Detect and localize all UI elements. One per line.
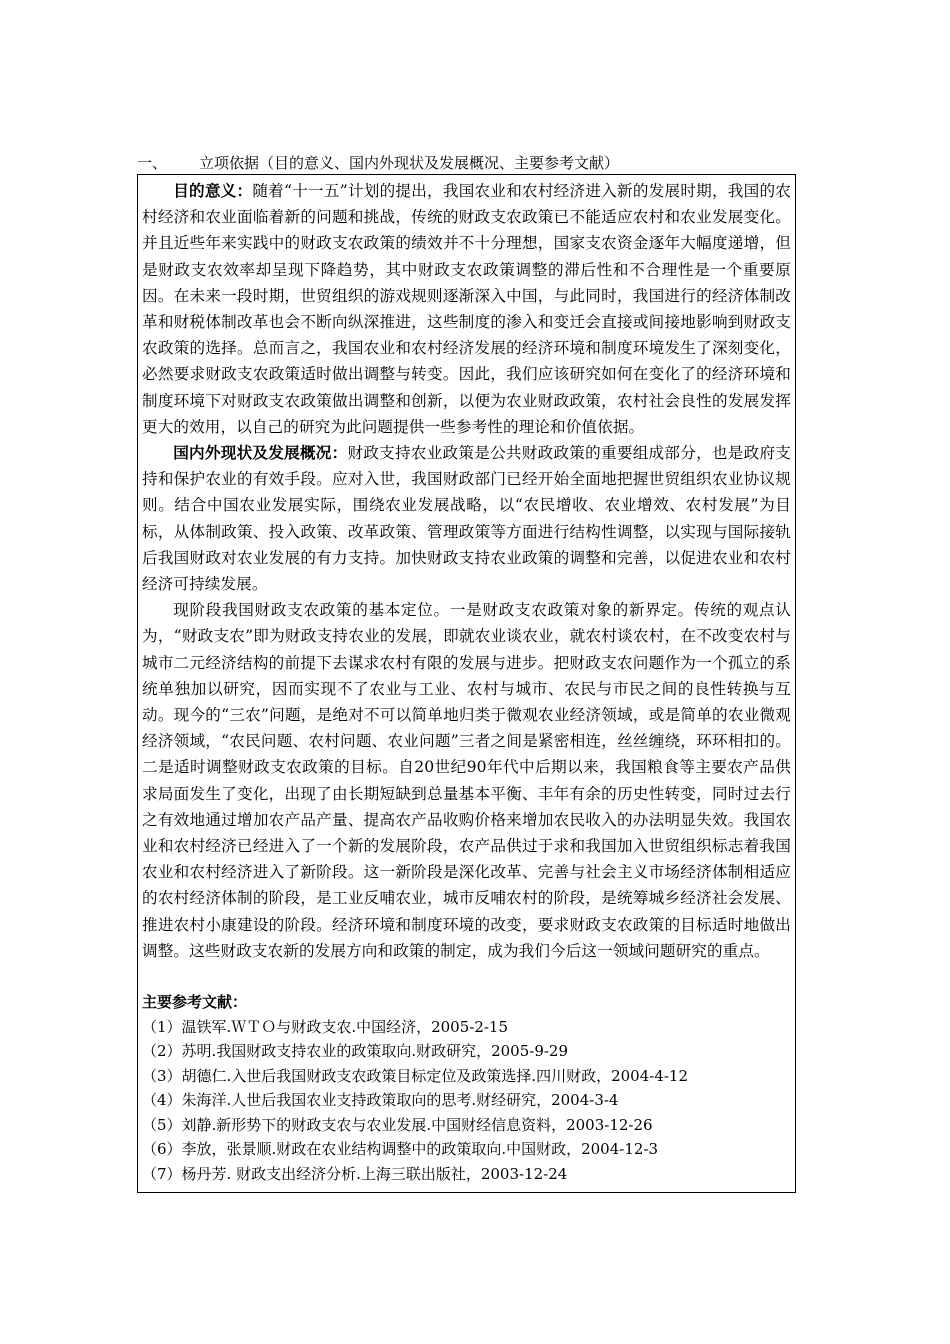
section-title: 立项依据（目的意义、国内外现状及发展概况、主要参考文献） bbox=[199, 154, 620, 172]
reference-item: （4）朱海洋.人世后我国农业支持政策取向的思考.财经研究，2004-3-4 bbox=[142, 1091, 619, 1110]
reference-item: （3）胡德仁.入世后我国财政支农政策目标定位及政策选择.四川财政，2004-4-12 bbox=[142, 1066, 689, 1085]
reference-item: （5）刘静.新形势下的财政支农与农业发展.中国财经信息资料，2003-12-26 bbox=[142, 1115, 653, 1134]
reference-item: （7）杨丹芳. 财政支出经济分析.上海三联出版社，2003-12-24 bbox=[142, 1164, 568, 1183]
purpose-paragraph bbox=[142, 178, 791, 440]
spacer bbox=[142, 964, 791, 990]
status-label: 国内外现状及发展概况： bbox=[173, 444, 348, 463]
current-stage-paragraph: 现阶段我国财政支农政策的基本定位。一是财政支农政策对象的新界定。传统的观点认为，“财政支农”即为财政支持农业的发展，即就农业谈农业，就农村谈农村，在不改变农村与城市二元经济结构的前提下去谋求农村有限的发展与进步。把财政支农问题作为一个孤立的系统单独加以研究，因而实现不了农业与工业、农村与城市、农民与市民之间的良性转换与互动。现今的“三农”问题，是绝对不可以简单地归类于微观农业经济领域，或是简单的农业微观经济领域，“农民问题、农村问题、农业问题”三者之间是紧密相连，丝丝缠绕，环环相扣的。二是适时调整财政支农政策的目标。自20世纪90年代中后期以来，我国粮食等主要农产品供求局面发生了变化，出现了由长期短缺到总量基本平衡、丰年有余的历史性转变，同时过去行之有效地通过增加农产品产量、提高农产品收购价格来增加农民收入的办法明显失效。我国农业和农村经济已经进入了一个新的发展阶段，农产品供过于求和我国加入世贸组织标志着我国农业和农村经济进入了新阶段。这一新阶段是深化改革、完善与社会主义市场经济体制相适应的农村经济体制的阶段，是工业反哺农业，城市反哺农村的阶段，是统筹城乡经济社会发展、推进农村小康建设的阶段。经济环境和制度环境的改变，要求财政支农政策的目标适时地做出调整。这些财政支农新的发展方向和政策的制定，成为我们今后这一领域问题研究的重点。 bbox=[142, 601, 791, 960]
status-paragraph bbox=[142, 440, 791, 597]
section-number: 一、 bbox=[137, 154, 168, 172]
purpose-label: 目的意义： bbox=[173, 182, 253, 200]
reference-item: （2）苏明.我国财政支持农业的政策取向.财政研究，2005-9-29 bbox=[142, 1042, 569, 1061]
content-box bbox=[137, 174, 796, 1193]
purpose-text: 随着“十一五”计划的提出，我国农业和农村经济进入新的发展时期，我国的农村经济和农业面临着新的问题和挑战，传统的财政支农政策已不能适应农村和农业发展变化。并且近些年来实践中的财政支农政策的绩效并不十分理想，国家支农资金逐年大幅度递增，但是财政支农效率却呈现下降趋势，其中财政支农政策调整的滞后性和不合理性是一个重要原因。在未来一段时期，世贸组织的游戏规则逐渐深入中国，与此同时，我国进行的经济体制改革和财税体制改革也会不断向纵深推进，这些制度的渗入和变迁会直接或间接地影响到财政支农政策的选择。总而言之，我国农业和农村经济发展的经济环境和制度环境发生了深刻变化，必然要求财政支农政策适时做出调整与转变。因此，我们应该研究如何在变化了的经济环境和制度环境下对财政支农政策做出调整和创新，以便为农业财政政策，农村社会良性的发展发挥更大的效用，以自己的研究为此问题提供一些参考性的理论和价值依据。 bbox=[142, 182, 791, 436]
references-title: 主要参考文献： bbox=[142, 993, 248, 1012]
reference-item: （1）温铁军.ＷＴＯ与财政支农.中国经济，2005-2-15 bbox=[142, 1017, 509, 1036]
reference-item: （6）李放，张景顺.财政在农业结构调整中的政策取向.中国财政，2004-12-3 bbox=[142, 1140, 659, 1159]
status-text: 财政支持农业政策是公共财政政策的重要组成部分，也是政府支持和保护农业的有效手段。应对入世，我国财政部门已经开始全面地把握世贸组织农业协议规则。结合中国农业发展实际，围绕农业发展战略，以“农民增收、农业增效、农村发展”为目标，从体制政策、投入政策、改革政策、管理政策等方面进行结构性调整，以实现与国际接轨后我国财政对农业发展的有力支持。加快财政支持农业政策的调整和完善，以促进农业和农村经济可持续发展。 bbox=[142, 444, 791, 594]
section-heading bbox=[137, 152, 619, 174]
references-list bbox=[142, 1015, 791, 1187]
